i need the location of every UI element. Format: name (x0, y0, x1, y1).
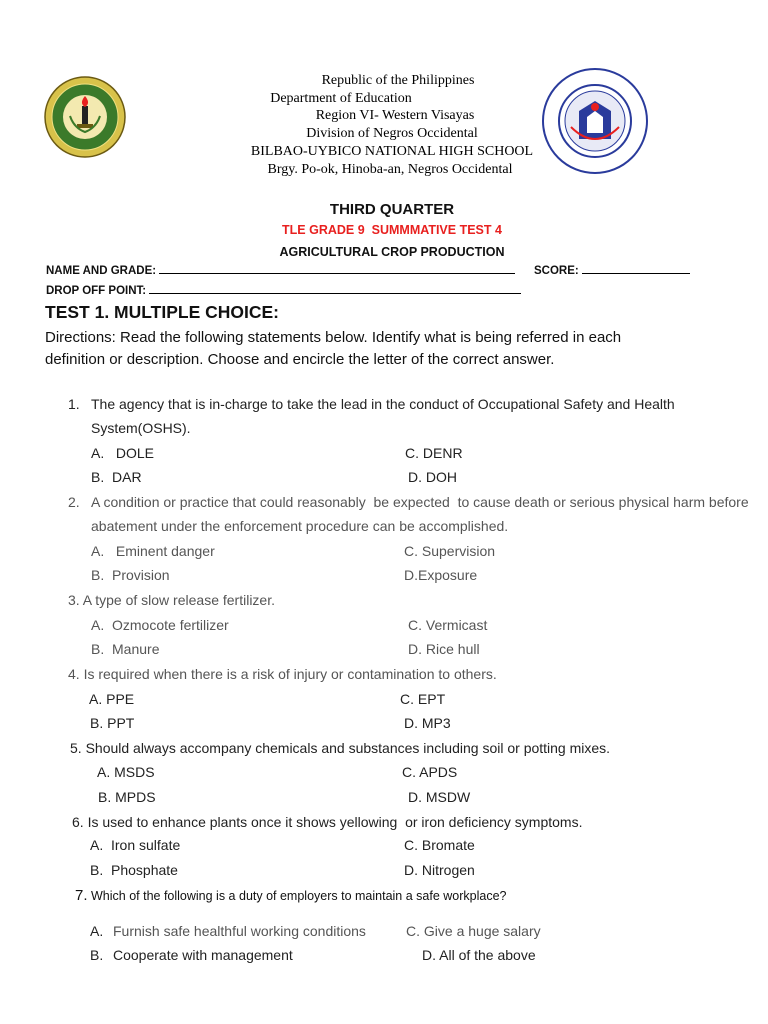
q6-option-a[interactable]: A. Iron sulfate (90, 837, 181, 853)
q7-option-b-letter[interactable]: B. (90, 947, 104, 963)
name-grade-label: NAME AND GRADE: (46, 265, 157, 277)
quarter-title: THIRD QUARTER (329, 201, 455, 218)
q4-option-c[interactable]: C. EPT (400, 691, 446, 707)
header-region: Region VI- Western Visayas (315, 108, 475, 123)
name-grade-field (46, 263, 515, 277)
directions-line-1: Directions: Read the following statements below. Identify what is being referred in each (45, 329, 622, 346)
q4-option-d[interactable]: D. MP3 (404, 715, 451, 731)
q2-option-b[interactable]: B. Provision (91, 567, 170, 583)
dropoff-blank[interactable] (149, 283, 521, 294)
q7-option-a[interactable]: Furnish safe healthful working conditions (113, 923, 366, 939)
name-grade-blank[interactable] (159, 263, 515, 274)
q4-option-a[interactable]: A. PPE (89, 691, 135, 707)
q6-option-c[interactable]: C. Bromate (404, 837, 475, 853)
header-school: BILBAO-UYBICO NATIONAL HIGH SCHOOL (250, 144, 534, 159)
q1-option-a[interactable]: A. DOLE (91, 445, 155, 461)
score-field (534, 263, 690, 277)
q2-option-c[interactable]: C. Supervision (404, 543, 496, 559)
dropoff-label: DROP OFF POINT: (46, 285, 147, 297)
q7-option-b[interactable]: Cooperate with management (113, 947, 293, 963)
q1-option-c[interactable]: C. DENR (405, 445, 463, 461)
question-1-number: 1. (68, 396, 80, 412)
question-7-number: 7. (75, 887, 88, 904)
question-7-text: Which of the following is a duty of employers to maintain a safe workplace? (91, 889, 507, 903)
q7-option-a-letter[interactable]: A. (90, 923, 104, 939)
q2-option-d[interactable]: D.Exposure (404, 567, 478, 583)
subject-title: AGRICULTURAL CROP PRODUCTION (279, 245, 505, 259)
q5-option-d[interactable]: D. MSDW (408, 789, 471, 805)
question-2-number: 2. (68, 494, 80, 510)
q3-option-b[interactable]: B. Manure (91, 641, 160, 657)
q4-option-b[interactable]: B. PPT (90, 715, 135, 731)
score-label: SCORE: (534, 265, 579, 277)
header-department: Department of Education (270, 91, 412, 106)
q1-option-b[interactable]: B. DAR (91, 469, 142, 485)
q5-option-a[interactable]: A. MSDS (97, 764, 155, 780)
directions-line-2: definition or description. Choose and encircle the letter of the correct answer. (45, 351, 555, 368)
q6-option-b[interactable]: B. Phosphate (90, 862, 178, 878)
score-blank[interactable] (582, 263, 690, 274)
question-2-line-1: A condition or practice that could reasonably be expected to cause death or serious physical harm before (91, 494, 749, 510)
header-division: Division of Negros Occidental (306, 126, 478, 141)
q5-option-b[interactable]: B. MPDS (98, 789, 156, 805)
header-address: Brgy. Po-ok, Hinoba-an, Negros Occidental (267, 162, 513, 177)
dropoff-field (46, 283, 521, 297)
q7-option-c[interactable]: C. Give a huge salary (406, 923, 541, 939)
q3-option-c[interactable]: C. Vermicast (408, 617, 488, 633)
q3-option-d[interactable]: D. Rice hull (408, 641, 480, 657)
question-1-line-1: The agency that is in-charge to take the lead in the conduct of Occupational Safety and Health (91, 396, 675, 412)
question-4: 4. Is required when there is a risk of injury or contamination to others. (68, 666, 497, 682)
question-6: 6. Is used to enhance plants once it shows yellowing or iron deficiency symptoms. (72, 814, 583, 830)
q2-option-a[interactable]: A. Eminent danger (91, 543, 215, 559)
q5-option-c[interactable]: C. APDS (402, 764, 458, 780)
q6-option-d[interactable]: D. Nitrogen (404, 862, 475, 878)
q3-option-a[interactable]: A. Ozmocote fertilizer (91, 617, 229, 633)
question-1-line-2: System(OSHS). (91, 420, 191, 436)
question-2-line-2: abatement under the enforcement procedure can be accomplished. (91, 518, 509, 534)
q7-option-d[interactable]: D. All of the above (422, 947, 536, 963)
q1-option-d[interactable]: D. DOH (408, 469, 457, 485)
header-republic: Republic of the Philippines (321, 73, 475, 88)
question-3: 3. A type of slow release fertilizer. (68, 592, 275, 608)
question-5: 5. Should always accompany chemicals and substances including soil or potting mixes. (70, 740, 611, 756)
section-title: TEST 1. MULTIPLE CHOICE: (45, 302, 279, 322)
test-title: TLE GRADE 9 SUMMMATIVE TEST 4 (282, 223, 502, 237)
